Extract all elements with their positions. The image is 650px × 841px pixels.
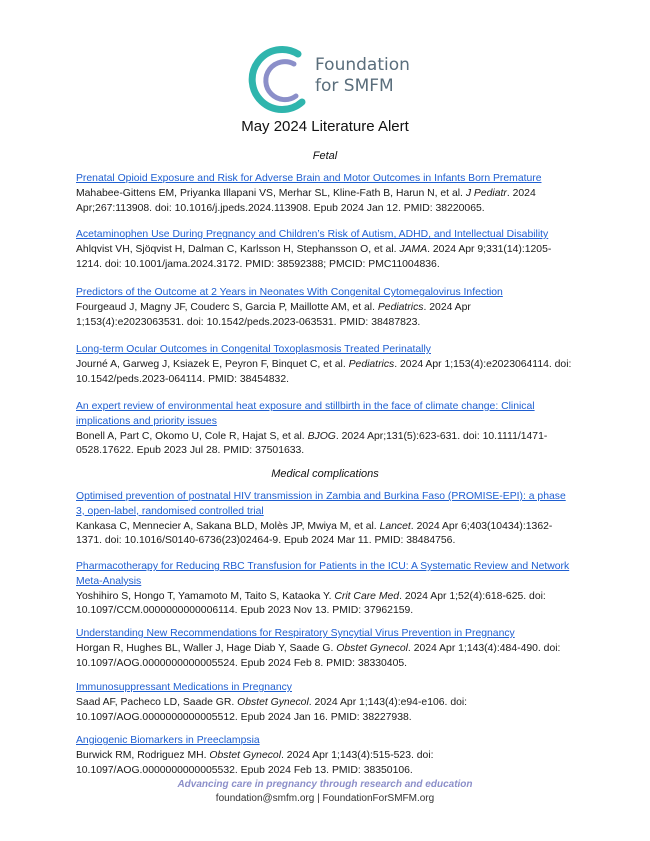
article-citation	[76, 520, 576, 550]
article-authors: Mahabee-Gittens EM, Priyanka Illapani VS, Merhar SL, Kline-Fath B, Harun N, et al.	[76, 187, 463, 199]
article-authors: Saad AF, Pacheco LD, Saade GR.	[76, 696, 235, 708]
article-title-link[interactable]: Immunosuppressant Medications in Pregnancy	[76, 682, 293, 693]
article-title-link[interactable]: An expert review of environmental heat exposure and stillbirth in the face of climate change: Clinical implications and priority issues	[76, 401, 535, 427]
article-title-link[interactable]: Angiogenic Biomarkers in Preeclampsia	[76, 735, 260, 746]
logo-line-1: Foundation	[315, 55, 410, 75]
article-title-link[interactable]: Predictors of the Outcome at 2 Years in Neonates With Congenital Cytomegalovirus Infection	[76, 287, 503, 298]
article-journal: Obstet Gynecol	[237, 696, 309, 708]
article-journal: Pediatrics	[348, 358, 395, 370]
article-authors: Yoshihiro S, Hongo T, Yamamoto M, Taito S, Kataoka Y.	[76, 590, 332, 602]
logo-line-2: for SMFM	[315, 76, 394, 96]
article-citation	[76, 696, 576, 726]
article-entry	[76, 400, 576, 459]
article-details: . 2024 Apr 1;153(4):e2023063531. doi: 10.1542/peds.2023-063531. PMID: 38487823.	[76, 301, 471, 328]
section-heading-fetal: Fetal	[312, 150, 338, 162]
footer-tagline: Advancing care in pregnancy through research and education	[177, 779, 473, 790]
article-title-link[interactable]: Prenatal Opioid Exposure and Risk for Adverse Brain and Motor Outcomes in Infants Born Premature	[76, 173, 542, 184]
article-details: . 2024 Apr;267:113908. doi: 10.1016/j.jpeds.2024.113908. Epub 2024 Jan 12. PMID: 38220065.	[76, 187, 536, 214]
footer-contact: foundation@smfm.org | FoundationForSMFM.org	[215, 793, 435, 804]
article-authors: Fourgeaud J, Magny JF, Couderc S, Garcia P, Maillotte AM, et al.	[76, 301, 375, 313]
article-journal: Pediatrics	[377, 301, 424, 313]
article-journal: Lancet	[379, 520, 411, 532]
article-entry	[76, 681, 576, 725]
article-citation	[76, 590, 576, 620]
article-citation	[76, 430, 576, 460]
article-authors: Journé A, Garweg J, Ksiazek E, Peyron F, Binquet C, et al.	[76, 358, 346, 370]
article-entry	[76, 228, 576, 272]
article-authors: Ahlqvist VH, Sjöqvist H, Dalman C, Karlsson H, Stephansson O, et al.	[76, 243, 397, 255]
article-journal: Obstet Gynecol	[336, 642, 408, 654]
article-journal: Crit Care Med	[334, 590, 400, 602]
article-citation	[76, 187, 576, 217]
article-details: . 2024 Apr 9;331(14):1205-1214. doi: 10.1001/jama.2024.3172. PMID: 38592388; PMCID: PMC11004836.	[76, 243, 552, 270]
article-entry	[76, 560, 576, 619]
article-journal: JAMA	[399, 243, 428, 255]
article-entry	[76, 172, 576, 216]
article-title-link[interactable]: Optimised prevention of postnatal HIV transmission in Zambia and Burkina Faso (PROMISE-EPI): a phase 3, open-label, randomised controlled trial	[76, 491, 566, 517]
article-details: . 2024 Apr 1;143(4):484-490. doi: 10.1097/AOG.0000000000005524. Epub 2024 Feb 8. PMID: 38330405.	[76, 642, 561, 669]
article-details: . 2024 Apr 1;52(4):618-625. doi: 10.1097/CCM.0000000000006114. Epub 2023 Nov 13. PMID: 37962159.	[76, 590, 546, 617]
article-authors: Horgan R, Hughes BL, Waller J, Hage Diab Y, Saade G.	[76, 642, 334, 654]
article-citation	[76, 749, 576, 779]
foundation-logo	[242, 42, 442, 122]
article-title-link[interactable]: Pharmacotherapy for Reducing RBC Transfusion for Patients in the ICU: A Systematic Review and Network Meta-Analysis	[76, 561, 570, 587]
article-authors: Bonell A, Part C, Okomo U, Cole R, Hajat S, et al.	[76, 430, 305, 442]
article-title-link[interactable]: Understanding New Recommendations for Respiratory Syncytial Virus Prevention in Pregnancy	[76, 628, 515, 639]
article-entry	[76, 627, 576, 671]
article-entry	[76, 490, 576, 549]
article-citation	[76, 243, 576, 273]
article-details: . 2024 Apr 1;143(4):e94-e106. doi: 10.1097/AOG.0000000000005512. Epub 2024 Jan 16. PMID: 38227938.	[76, 696, 468, 723]
article-entry	[76, 734, 576, 778]
article-citation	[76, 642, 576, 672]
article-authors: Burwick RM, Rodriguez MH.	[76, 749, 207, 761]
article-authors: Kankasa C, Mennecier A, Sakana BLD, Molès JP, Mwiya M, et al.	[76, 520, 377, 532]
article-citation	[76, 301, 576, 331]
article-details: . 2024 Apr 6;403(10434):1362-1371. doi: 10.1016/S0140-6736(23)02464-9. Epub 2024 Mar 11. PMID: 38484756.	[76, 520, 553, 547]
article-journal: BJOG	[307, 430, 336, 442]
article-title-link[interactable]: Acetaminophen Use During Pregnancy and Children’s Risk of Autism, ADHD, and Intellectual Disability	[76, 229, 549, 240]
article-journal: J Pediatr	[465, 187, 507, 199]
logo-wordmark	[315, 55, 410, 97]
section-heading-medical-complications: Medical complications	[271, 468, 379, 480]
page-title: May 2024 Literature Alert	[241, 118, 409, 135]
article-details: . 2024 Apr;131(5):623-631. doi: 10.1111/1471-0528.17622. Epub 2023 Jul 28. PMID: 37501633.	[76, 430, 548, 457]
article-entry	[76, 286, 576, 330]
article-entry	[76, 343, 576, 387]
article-journal: Obstet Gynecol	[209, 749, 282, 761]
article-title-link[interactable]: Long-term Ocular Outcomes in Congenital Toxoplasmosis Treated Perinatally	[76, 344, 431, 355]
ring-logo-icon	[242, 42, 312, 122]
article-citation	[76, 358, 576, 388]
article-details: . 2024 Apr 1;143(4):515-523. doi: 10.1097/AOG.0000000000005532. Epub 2024 Feb 13. PMID: 38350106.	[76, 749, 434, 776]
article-details: . 2024 Apr 1;153(4):e2023064114. doi: 10.1542/peds.2023-064114. PMID: 38454832.	[76, 358, 572, 385]
